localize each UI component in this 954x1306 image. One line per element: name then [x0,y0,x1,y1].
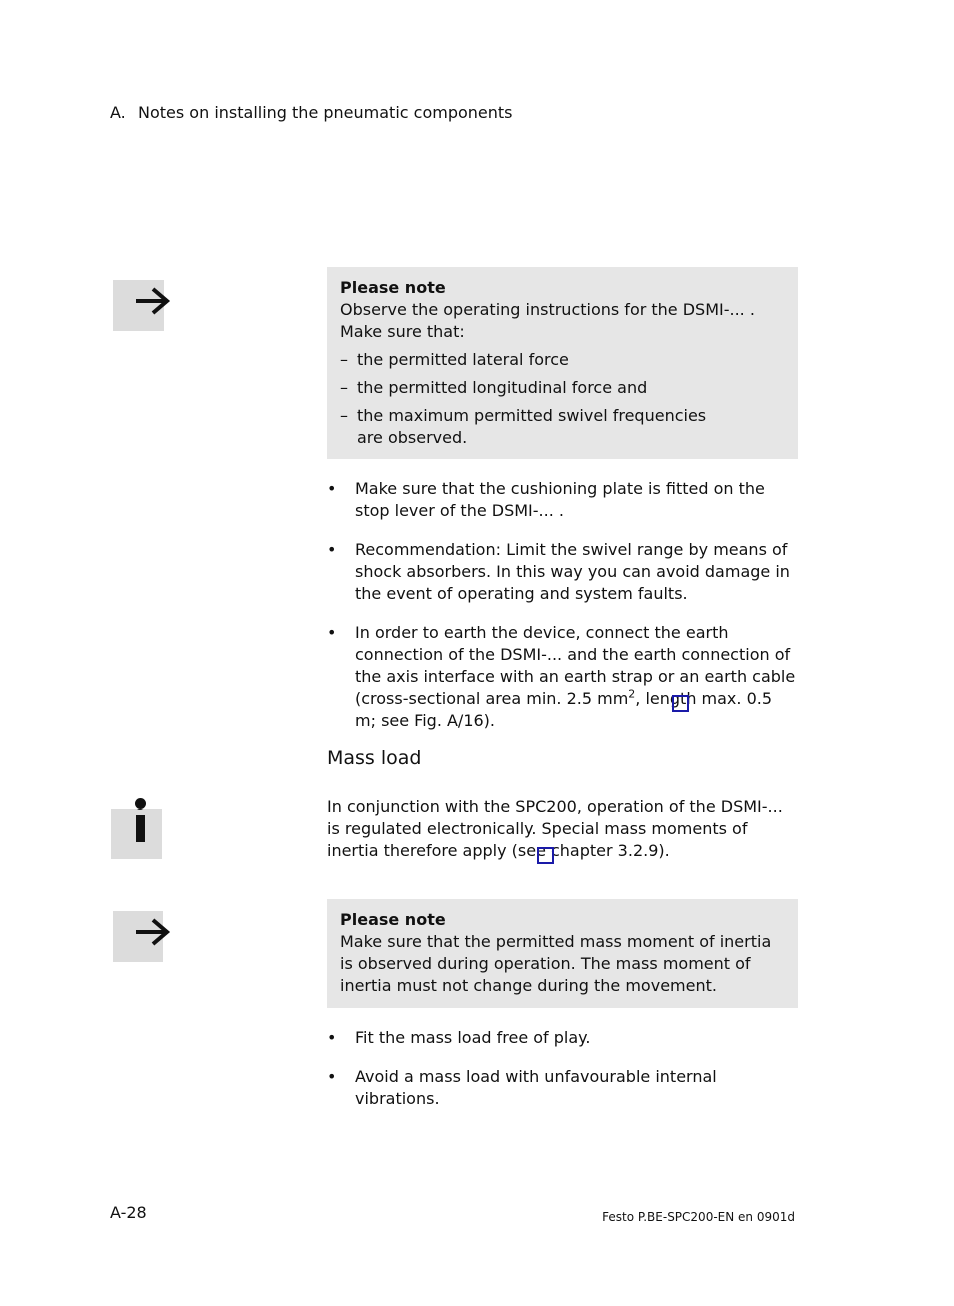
note-text: Make sure that: [340,322,465,341]
note-title: Please note [340,278,446,297]
bullet-mark: • [327,623,337,642]
bullet-mark: • [327,479,337,498]
bullet-text [355,622,798,732]
bullet-mark: • [327,1028,337,1047]
bullet-text: Fit the mass load free of play. [355,1028,591,1047]
superscript: 2 [628,687,636,701]
bullet-text: Make sure that the cushioning plate is fitted on the stop lever of the DSMI-... . [355,479,765,520]
list-item [340,349,786,371]
note-box-mass-moment [327,899,798,1008]
cross-reference-link[interactable] [537,847,554,864]
note-box-lateral-force [327,267,798,459]
cross-reference-link[interactable] [672,695,689,712]
bullet-mark: • [327,1067,337,1086]
list-item [327,478,798,522]
arrow-right-icon [113,911,163,962]
info-paragraph: In conjunction with the SPC200, operation of the DSMI-... is regulated electronically. Special mass moments of inertia therefore apply (see chapter 3.2.9). [327,797,783,860]
page-header [110,102,513,124]
bullet-text: Recommendation: Limit the swivel range by means of shock absorbers. In this way you can avoid damage in the event of operating and system faults. [355,540,790,603]
info-icon-dot [135,798,146,809]
list-item [327,1027,798,1049]
bullet-text: Avoid a mass load with unfavourable internal vibrations. [355,1067,717,1108]
dash-mark: – [340,350,348,369]
list-item-text: the maximum permitted swivel frequencies are observed. [357,406,707,447]
note-text: Make sure that the permitted mass moment of inertia is observed during operation. The mass moment of inertia must not change during the movement. [340,932,772,995]
section-title: Mass load [327,747,422,769]
list-item [327,622,798,732]
dash-mark: – [340,406,348,425]
info-icon [111,809,162,859]
list-item [327,539,798,605]
list-item [327,1066,798,1110]
document-id: Festo P.BE-SPC200-EN en 0901d [602,1210,795,1224]
note-text: Observe the operating instructions for the DSMI-... . [340,300,755,319]
list-item [340,377,786,399]
list-item [340,405,737,449]
chapter-title: Notes on installing the pneumatic components [138,103,513,122]
note-title: Please note [340,910,446,929]
dash-mark: – [340,378,348,397]
arrow-right-icon [113,280,164,331]
list-item-text: the permitted lateral force [357,350,569,369]
bullet-mark: • [327,540,337,559]
page-number: A-28 [110,1203,147,1222]
dash-list [340,349,786,449]
bullet-text-part: In order to earth the device, connect the earth connection of the DSMI-... and the earth connection of the axis interface with an earth strap or an earth cable (cross-sectional area min. 2.5 mm [355,623,796,708]
chapter-number: A. [110,103,126,122]
list-item-text: the permitted longitudinal force and [357,378,648,397]
bullet-text-part: , length max. 0.5 m; see Fig. A/16). [355,689,773,730]
